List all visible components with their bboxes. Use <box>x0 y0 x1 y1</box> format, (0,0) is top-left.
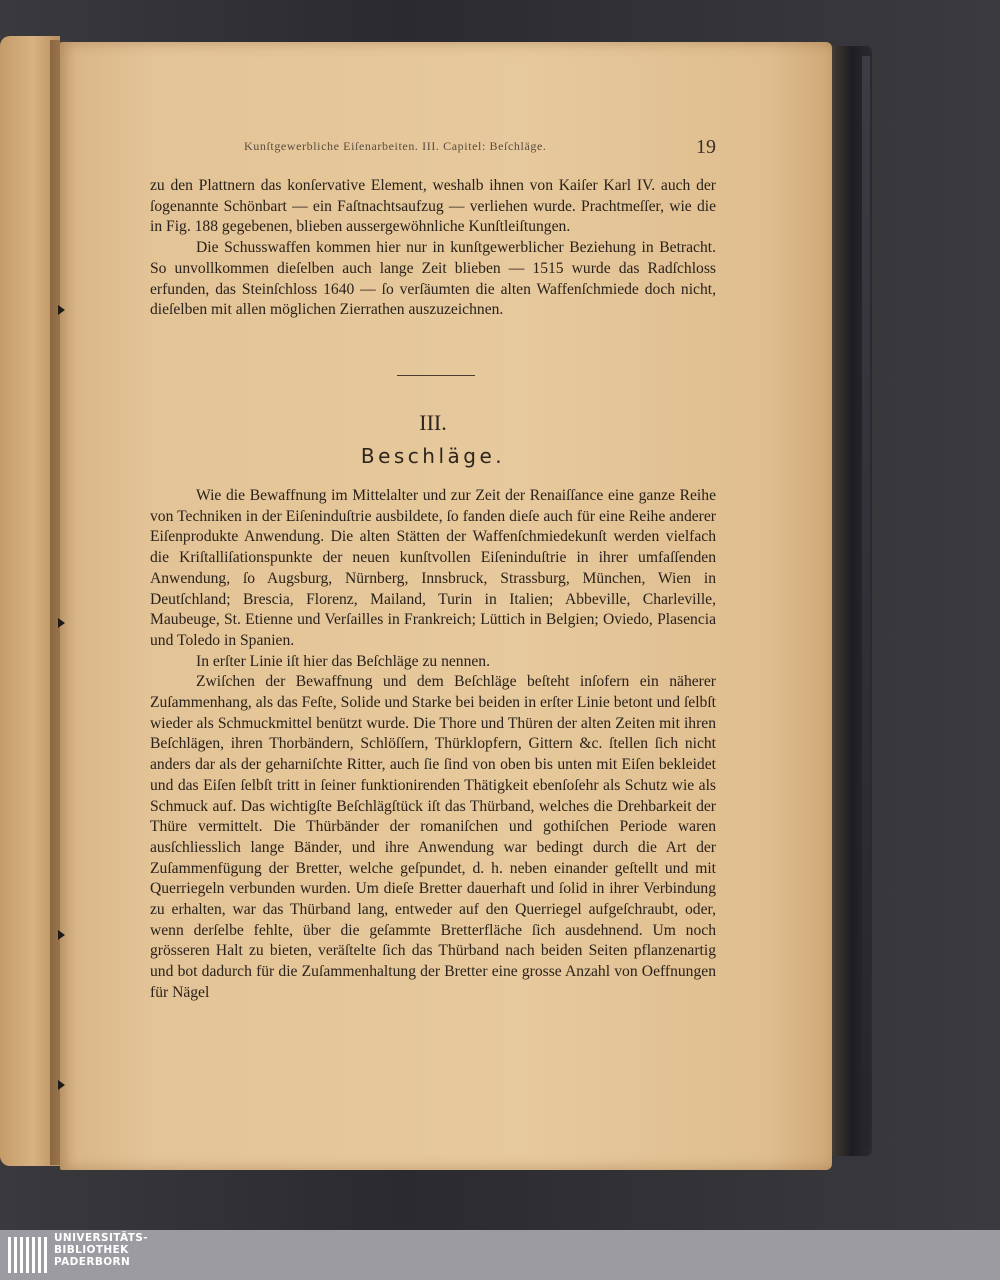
page-number: 19 <box>696 136 716 158</box>
paragraph: zu den Plattnern das konſervative Element, weshalb ihnen von Kaiſer Karl IV. auch der ſogenannte Schönbart — ein Faſtnachtsaufzug — verliehen wurde. Prachtmeſſer, wie die in Fig. 188 gegebenen, blieben aussergewöhnliche Kunſtleiſtungen. <box>150 177 716 236</box>
library-footer <box>0 1230 1000 1280</box>
library-columns-icon <box>6 1233 50 1277</box>
page-marker-icon <box>58 305 65 315</box>
library-name-line: UNIVERSITÄTS- <box>54 1232 149 1244</box>
library-name-line: BIBLIOTHEK <box>54 1244 129 1256</box>
chapter-title: Beschläge. <box>360 444 506 468</box>
paragraph: Wie die Bewaffnung im Mittelalter und zur Zeit der Renaiſſance eine ganze Reihe von Techniken in der Eiſeninduſtrie ausbildete, ſo fanden dieſe auch für eine Reihe anderer Eiſenprodukte Anwendung. Die alten Stätten der Waffenſchmiedekunſt werden vielfach die Kriſtalliſationspunkte der neuen kunſtvollen Eiſeninduſtrie in ihrer umfaſſenden Anwendung, ſo Augsburg, Nürnberg, Innsbruck, Strassburg, München, Wien in Deutſchland; Brescia, Florenz, Mailand, Turin in Italien; Abbeville, Charleville, Maubeuge, St. Etienne und Verſailles in Frankreich; Lüttich in Belgien; Oviedo, Plasencia und Toledo in Spanien. <box>150 487 716 649</box>
page-marker-icon <box>58 618 65 628</box>
chapter-text <box>150 486 716 1004</box>
chapter-number: III. <box>419 410 447 435</box>
library-name <box>54 1232 148 1268</box>
paragraph: In erſter Linie iſt hier das Beſchläge zu nennen. <box>196 652 490 670</box>
page-marker-icon <box>58 1080 65 1090</box>
library-name-line: PADERBORN <box>54 1256 131 1268</box>
paragraph: Zwiſchen der Bewaffnung und dem Beſchläge beſteht inſofern ein näherer Zuſammenhang, als das Feſte, Solide und Starke bei beiden in erſter Linie betont und ſelbſt wieder als Schmuckmittel benützt wurde. Die Thore und Thüren der alten Zeiten mit ihren Beſchlägen, ihren Thorbändern, Schlöſſern, Thürklopfern, Gittern &c. ſtellen ſich nicht anders dar als der geharniſchte Ritter, auch ſie ſind von oben bis unten mit Eiſen bekleidet und das Eiſen ſelbſt tritt in ſeiner funktionirenden Thätigkeit ebenſoſehr als Schutz wie als Schmuck auf. Das wichtigſte Beſchlägſtück iſt das Thürband, welches die Drehbarkeit der Thüre vermittelt. Die Thürbänder der romaniſchen und gothiſchen Periode waren ausſchliesslich lange Bänder, und ihre Anwendung war bedingt durch die Art der Zuſammenfügung der Bretter, welche geſpundet, d. h. neben einander geſtellt und mit Querriegeln verbunden wurden. Um dieſe Bretter dauerhaft und ſolid in ihrer Verbindung zu erhalten, war das Thürband lang, entweder auf den Querriegel aufgeſchraubt, oder, wenn derſelbe fehlte, über die geſammte Bretterfläche ſich ausdehnend. Um noch grösseren Halt zu bieten, veräſtelte ſich das Thürband nach beiden Seiten pflanzenartig und bot dadurch für die Zuſammenhaltung der Bretter eine grosse Anzahl von Oeffnungen für Nägel <box>150 673 716 1001</box>
intro-text <box>150 176 716 321</box>
running-head: Kunſtgewerbliche Eiſenarbeiten. III. Capitel: Beſchläge. <box>244 139 547 153</box>
paragraph: Die Schusswaffen kommen hier nur in kunſtgewerblicher Beziehung in Betracht. So unvollkommen dieſelben auch lange Zeit blieben — 1515 wurde das Radſchloss erfunden, das Steinſchloss 1640 — ſo verſäumten die alten Waffenſchmiede doch nicht, dieſelben mit allen möglichen Zierrathen auszuzeichnen. <box>150 239 716 319</box>
binding-edge <box>862 56 870 1146</box>
section-divider <box>397 375 475 376</box>
page-marker-icon <box>58 930 65 940</box>
